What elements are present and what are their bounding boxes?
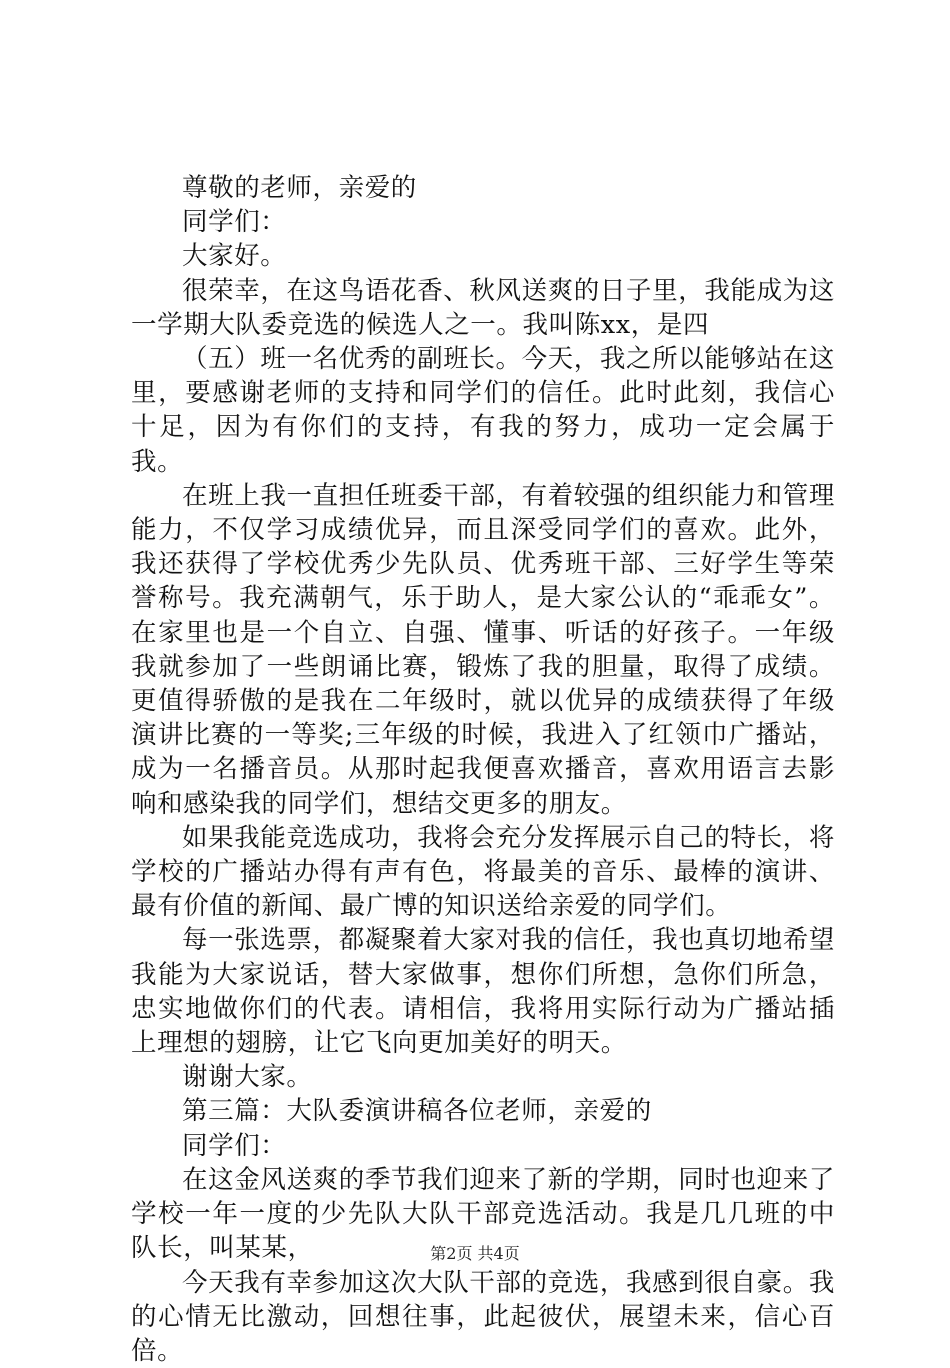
paragraph-salutation-2: 同学们：	[131, 1129, 835, 1163]
paragraph-experience: 在班上我一直担任班委干部，有着较强的组织能力和管理能力，不仅学习成绩优异，而且深受同学们的喜欢。此外，我还获得了学校优秀少先队员、优秀班干部、三好学生等荣誉称号。我充满朝气，乐于助人，是大家公认的“乖乖女”。在家里也是一个自立、自强、懂事、听话的好孩子。一年级我就参加了一些朗诵比赛，锻炼了我的胆量，取得了成绩。更值得骄傲的是我在二年级时，就以优异的成绩获得了年级演讲比赛的一等奖;三年级的时候，我进入了红领巾广播站，成为一名播音员。从那时起我便喜欢播音，喜欢用语言去影响和感染我的同学们，想结交更多的朋友。	[131, 479, 835, 821]
document-body	[131, 171, 835, 1368]
page-footer: 第2页 共4页	[0, 1244, 950, 1264]
paragraph-proud: 今天我有幸参加这次大队干部的竞选，我感到很自豪。我的心情无比激动，回想往事，此起彼伏，展望未来，信心百倍。	[131, 1266, 835, 1368]
paragraph-thanks: 谢谢大家。	[131, 1060, 835, 1094]
paragraph-intro: 很荣幸，在这鸟语花香、秋风送爽的日子里，我能成为这一学期大队委竞选的候选人之一。我叫陈xx，是四	[131, 274, 835, 342]
paragraph-greeting: 大家好。	[131, 239, 835, 273]
paragraph-salutation-cont: 同学们：	[131, 205, 835, 239]
paragraph-class: （五）班一名优秀的副班长。今天，我之所以能够站在这里，要感谢老师的支持和同学们的信任。此时此刻，我信心十足，因为有你们的支持，有我的努力，成功一定会属于我。	[131, 342, 835, 479]
paragraph-plan: 如果我能竞选成功，我将会充分发挥展示自己的特长，将学校的广播站办得有声有色，将最美的音乐、最棒的演讲、最有价值的新闻、最广博的知识送给亲爱的同学们。	[131, 821, 835, 924]
paragraph-salutation: 尊敬的老师，亲爱的	[131, 171, 835, 205]
paragraph-promise: 每一张选票，都凝聚着大家对我的信任，我也真切地希望我能为大家说话，替大家做事，想你们所想，急你们所急，忠实地做你们的代表。请相信，我将用实际行动为广播站插上理想的翅膀，让它飞向更加美好的明天。	[131, 923, 835, 1060]
section-heading: 第三篇：大队委演讲稿各位老师，亲爱的	[131, 1094, 835, 1128]
paragraph-season: 在这金风送爽的季节我们迎来了新的学期，同时也迎来了学校一年一度的少先队大队干部竞选活动。我是几几班的中队长，叫某某，	[131, 1163, 835, 1266]
